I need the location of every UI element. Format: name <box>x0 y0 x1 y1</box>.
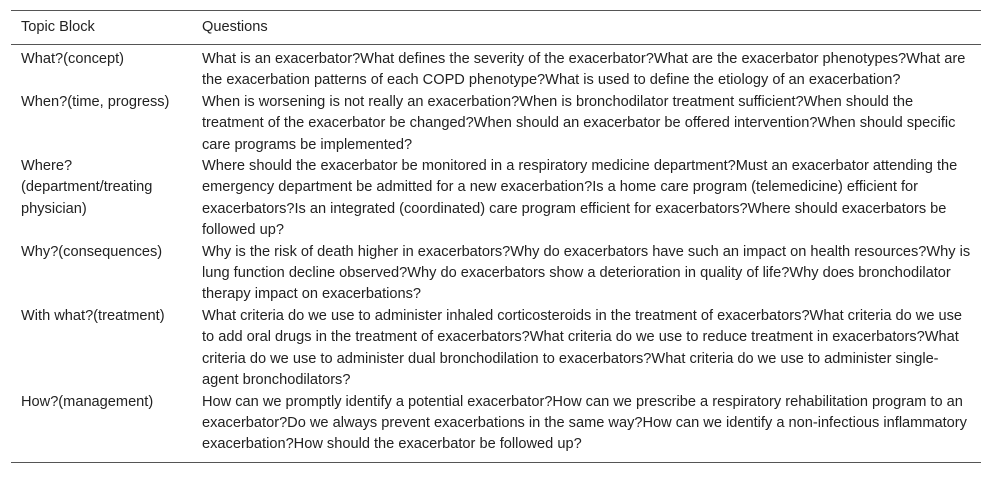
table-body <box>11 45 981 463</box>
questions-cell: Why is the risk of death higher in exacerbators?Why do exacerbators have such an impact on health resources?Why is lung function decline observed?Why do exacerbators show a deterioration in quality of life?Why does bronchodilator therapy impact on exacerbations? <box>202 243 971 303</box>
topic-cell: When?(time, progress) <box>21 93 170 110</box>
header-row <box>11 11 981 45</box>
topic-cell: How?(management) <box>11 392 192 463</box>
questions-cell: Where should the exacerbator be monitored in a respiratory medicine department?Must an exacerbator attending the emergency department be admitted for a new exacerbation?Is a home care program (telemedicine) efficient for exacerbators?Is an integrated (coordinated) care program efficient for exacerbators?Where should exacerbators be followed up? <box>202 158 958 239</box>
header-topic-block: Topic Block <box>11 11 192 45</box>
table-row <box>11 306 981 392</box>
topic-cell: With what?(treatment) <box>21 307 165 324</box>
table-row <box>11 392 981 463</box>
table-row <box>11 156 981 242</box>
topic-cell: Why?(consequences) <box>21 243 163 260</box>
questions-cell: How can we promptly identify a potential exacerbator?How can we prescribe a respiratory rehabilitation program to an exacerbator?Do we always prevent exacerbations in the same way?How can we identify a non-infectious inflammatory exacerbation?How should the exacerbator be followed up? <box>192 392 981 463</box>
topic-cell: What?(concept) <box>21 51 125 67</box>
questions-cell: What is an exacerbator?What defines the severity of the exacerbator?What are the exacerbator phenotypes?What are the exacerbation patterns of each COPD phenotype?What is used to define the etiology of an exacerbation? <box>202 51 966 89</box>
questions-cell: When is worsening is not really an exacerbation?When is bronchodilator treatment sufficient?When should the treatment of the exacerbator be changed?When should an exacerbator be offered intervention?When should specific care programs be implemented? <box>202 93 956 153</box>
table-row <box>11 92 981 156</box>
table-header <box>11 11 981 45</box>
table-row <box>11 242 981 306</box>
topic-questions-table-container <box>11 10 981 463</box>
table-row <box>11 45 981 92</box>
header-questions: Questions <box>192 11 981 45</box>
topic-questions-table <box>11 10 981 463</box>
topic-cell: Where?(department/treating physician) <box>21 158 153 217</box>
questions-cell: What criteria do we use to administer inhaled corticosteroids in the treatment of exacerbators?What criteria do we use to add oral drugs in the treatment of exacerbators?What criteria do we use to reduce treatment in exacerbators?What criteria do we use to administer dual bronchodilation to exacerbators?What criteria do we use to administer single-agent bronchodilators? <box>202 307 963 389</box>
